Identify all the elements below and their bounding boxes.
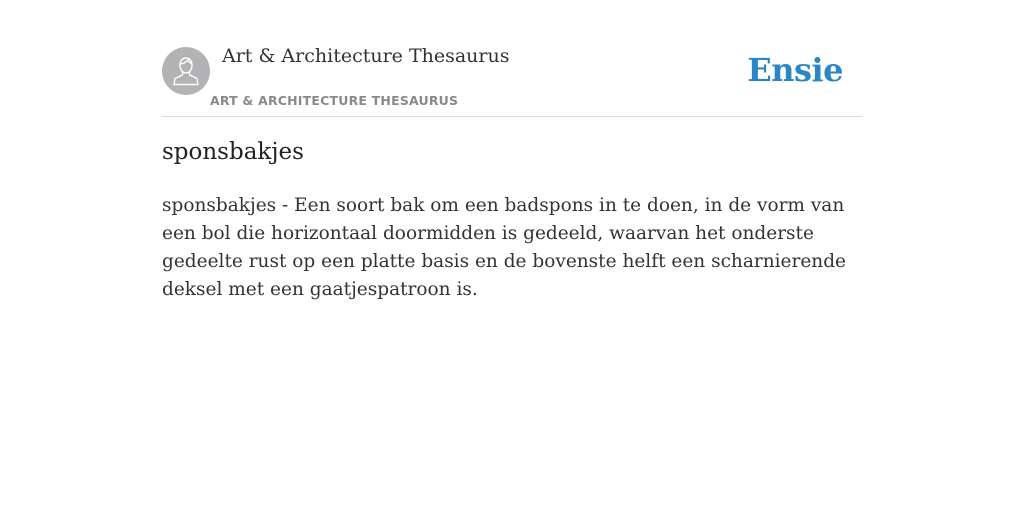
entry-header [162,40,862,117]
brand-logo[interactable]: Ensie [747,51,843,89]
entry-term: sponsbakjes [162,139,304,165]
entry-definition: sponsbakjes - Een soort bak om een badspons in te doen, in de vorm van een bol die horizontaal doormidden is gedeeld, waarvan het onderste gedeelte rust op een platte basis en de bovenste helft een scharnierende deksel met een gaatjespatroon is. [162,195,846,300]
category-label[interactable]: ART & ARCHITECTURE THESAURUS [210,93,459,108]
avatar[interactable] [162,47,210,95]
author-name[interactable]: Art & Architecture Thesaurus [222,45,510,67]
user-icon [172,56,200,86]
